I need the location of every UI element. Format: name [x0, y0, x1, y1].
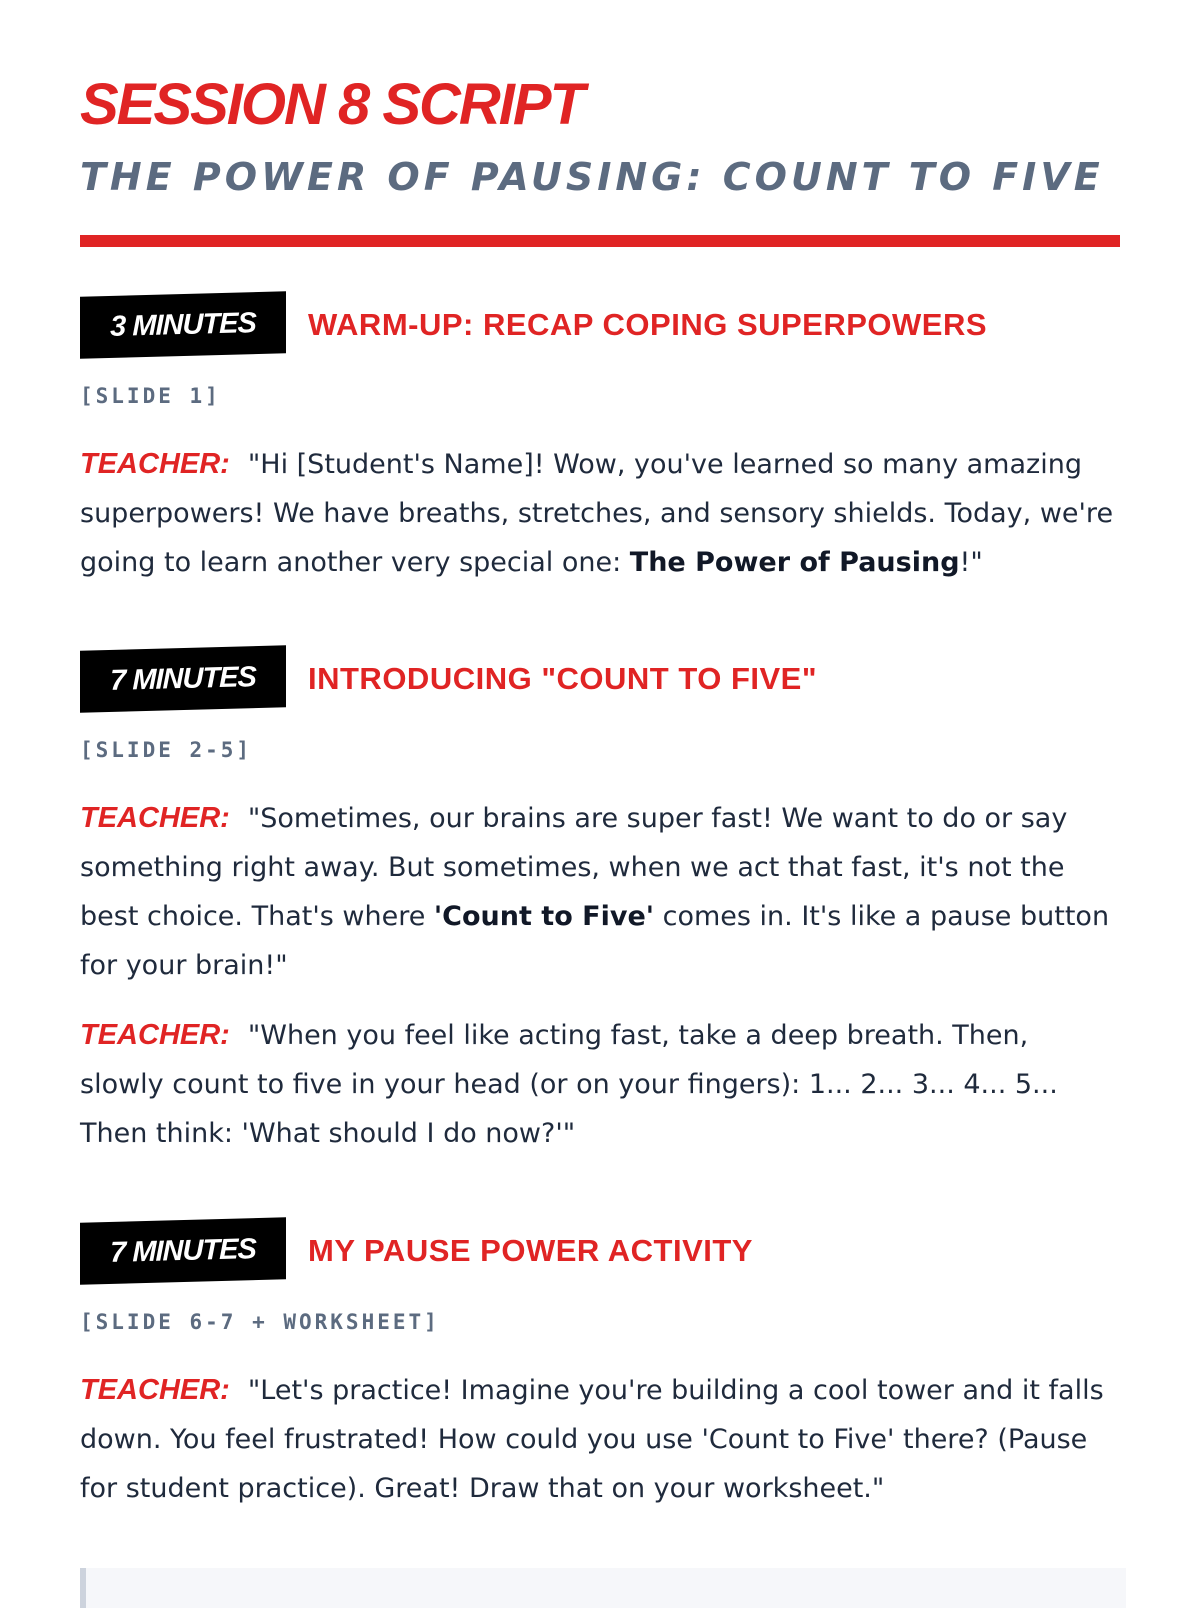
teacher-line: [80, 1011, 1120, 1158]
dialogue-text: "When you feel like acting fast, take a deep breath. Then, slowly count to five in your head (or on your fingers): 1... 2... 3... 4... 5... Then think: 'What should I do now?'": [80, 1020, 1058, 1149]
dialogue-text-end: !": [959, 547, 983, 578]
section-header-activity: [80, 1219, 753, 1283]
section-header-warm-up: [80, 293, 987, 357]
slide-reference: [SLIDE 1]: [80, 384, 221, 408]
slide-reference: [SLIDE 6-7 + WORKSHEET]: [80, 1310, 440, 1334]
dialogue-text: "Hi [Student's Name]! Wow, you've learned so many amazing superpowers! We have breaths, stretches, and sensory shields. Today, we're going to learn another very special one:: [80, 449, 1114, 578]
speaker-label: TEACHER:: [80, 1374, 230, 1406]
speaker-label: TEACHER:: [80, 1019, 230, 1051]
page-subtitle: THE POWER OF PAUSING: COUNT TO FIVE: [80, 155, 1104, 199]
section-title: MY PAUSE POWER ACTIVITY: [308, 1233, 753, 1268]
note-callout: [80, 1568, 1126, 1608]
page-title: SESSION 8 SCRIPT: [80, 72, 584, 137]
dialogue-text-end: comes in. It's like a pause button for your brain!": [80, 901, 1110, 981]
dialogue-emphasis: The Power of Pausing: [629, 547, 960, 578]
dialogue-text: "Sometimes, our brains are super fast! We want to do or say something right away. But sometimes, when we act that fast, it's not the best choice. That's where: [80, 803, 1068, 932]
duration-badge: 7 MINUTES: [80, 1217, 286, 1284]
duration-badge: 7 MINUTES: [80, 645, 286, 712]
speaker-label: TEACHER:: [80, 802, 230, 834]
duration-badge: 3 MINUTES: [80, 291, 286, 358]
title-divider: [80, 235, 1120, 247]
speaker-label: TEACHER:: [80, 448, 230, 480]
dialogue-text: "Let's practice! Imagine you're building a cool tower and it falls down. You feel frustrated! How could you use 'Count to Five' there? (Pause for student practice). Great! Draw that on your worksheet.": [80, 1375, 1104, 1504]
teacher-line: [80, 440, 1120, 587]
teacher-line: [80, 794, 1120, 990]
teacher-line: [80, 1366, 1120, 1513]
slide-reference: [SLIDE 2-5]: [80, 738, 253, 762]
section-header-introducing: [80, 647, 817, 711]
section-title: WARM-UP: RECAP COPING SUPERPOWERS: [308, 307, 988, 342]
dialogue-emphasis: 'Count to Five': [433, 901, 655, 932]
section-title: INTRODUCING "COUNT TO FIVE": [308, 661, 818, 696]
